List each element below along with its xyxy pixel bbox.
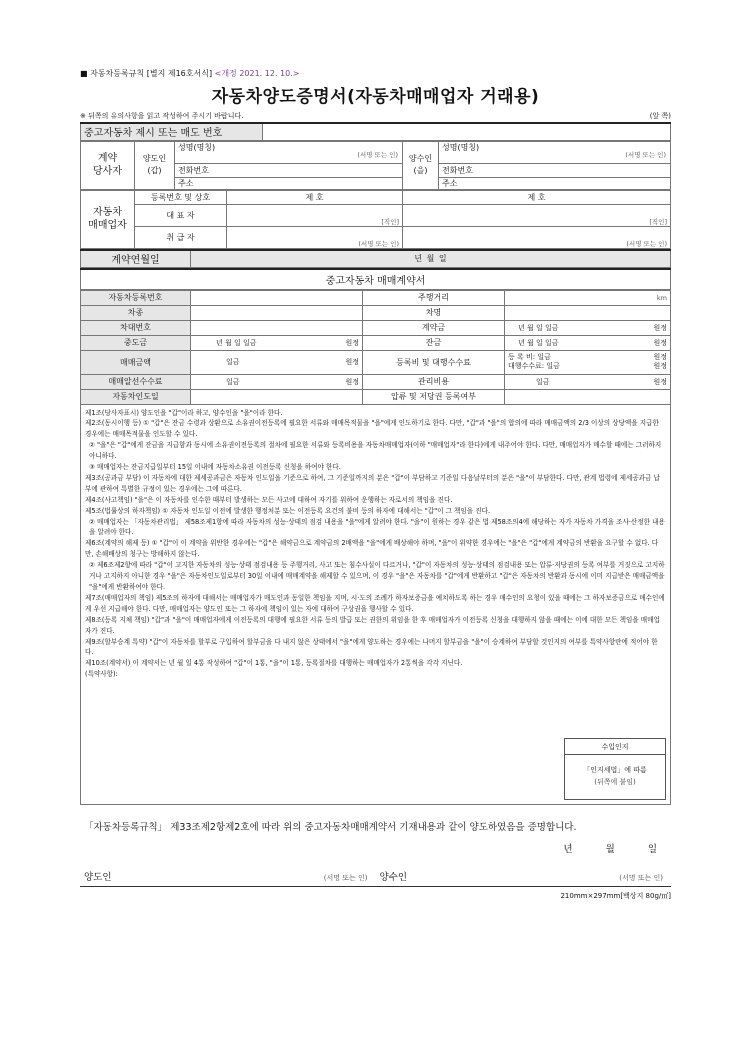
vin-field[interactable] (191, 320, 363, 335)
broker-won: 원정 (345, 377, 359, 386)
seller-address-field[interactable] (175, 177, 403, 189)
contract-table (80, 290, 671, 405)
middle-won: 원정 (345, 338, 359, 347)
term-10: 제10조(계약서) 이 계약서는 년 월 일 4통 작성하여 "갑"이 1통, "을"이 1통, 등록절차를 대행하는 매매업자가 2통씩을 각각 지닌다. (85, 659, 463, 668)
dealer-handler-label: 취 급 자 (135, 226, 227, 248)
term-9: 제9조(할부승계 특약) "갑"이 자동차를 할부로 구입하여 할부금을 다 내지 않은 상태에서 "을"에게 양도하는 경우에는 나머지 할부금을 "을"이 승계하여 부담할 것인지의 여부를 특약사항란에 적어야 한다. (85, 637, 658, 657)
term-4: 제4조(사고책임) "을"은 이 자동차를 인수한 때부터 발생하는 모든 사고에 대하여 자기를 위하여 운행하는 자로서의 책임을 진다. (85, 495, 453, 504)
contract-terms (80, 405, 671, 805)
seizure-field[interactable] (505, 389, 671, 404)
certification-text: 「자동차등록규칙」 제33조제2항제2호에 따라 위의 중고자동차매매계약서 기재내용과 같이 양도하였음을 증명합니다. (84, 821, 577, 833)
dealer-rep-label: 대 표 자 (135, 204, 227, 226)
contract-title-table (80, 268, 671, 290)
price-field[interactable] (191, 350, 363, 374)
stamp-line1: 「인지세법」에 따름 (583, 765, 647, 774)
notice-text: ※ 뒤쪽의 유의사항을 읽고 작성하여 주시기 바랍니다. (80, 112, 244, 120)
dealer-label: 자동차 매매업자 (81, 190, 135, 248)
term-6-2: ② 제6조제2항에 따라 "갑"이 고지한 자동차의 성능·상태 점검내용 등 주행거리, 사고 또는 침수사실이 다르거나, "갑"이 자동차의 성능·상태의 점검내용 또는 압류·저당권의 등록 여부를 거짓으로 고지하거나 고지하지 아니한 경우 "을"은 자동차인도일로부터 30일 이내에 매매계약을 해제할 수 있으며, 이 경우 "을"은 자동차를 "갑"에게 반환하고 "갑"은 자동차의 반환과 동시에 이미 지급받은 매매금액을 "을"에게 반환하여야 한다. (89, 561, 665, 591)
regulation-ref: ■ 자동차등록규칙 [별지 제16호서식] <개정 2021. 12. 10.> (80, 68, 300, 78)
mgmt-fee-label: 관리비용 (363, 374, 505, 389)
buyer-label: 양수인 (을) (403, 141, 439, 189)
dealer-handler-field-1[interactable]: (서명 또는 인) (227, 226, 403, 248)
buyer-address-label: 주소 (442, 178, 458, 188)
buyer-sign-label: 양수인 (379, 871, 408, 883)
reg-no-field[interactable] (191, 290, 363, 305)
deposit-date: 년 월 일 일금 (518, 323, 559, 332)
fee-reg-text: 등 록 비: 일금 (508, 353, 551, 361)
form-header (80, 66, 671, 80)
seller-name-label: 성명(명칭) (178, 142, 216, 152)
stamp-title: 수입인지 (565, 739, 665, 755)
contract-title: 중고자동차 매매계약서 (81, 269, 671, 289)
dealer-table (80, 190, 671, 249)
parties-table (80, 141, 671, 190)
balance-won: 원정 (653, 338, 667, 347)
page-side: (앞 쪽) (649, 112, 671, 120)
vin-label: 차대번호 (81, 320, 191, 335)
term-5: 제5조(법률상의 하자책임) ① 자동차 인도일 이전에 발생한 행정처분 또는 이전등록 요건의 불비 등의 하자에 대해서는 "갑"이 그 책임을 진다. (85, 506, 491, 515)
delivery-field[interactable] (191, 389, 363, 404)
dealer-rep-field-2[interactable]: [직인] (403, 204, 671, 226)
term-1: 제1조(당사자표시) 양도인을 "갑"이라 하고, 양수인을 "을"이라 한다. (85, 408, 283, 417)
seller-signature[interactable] (80, 869, 376, 883)
seller-name-field[interactable] (175, 141, 403, 163)
seller-label: 양도인 (갑) (135, 141, 175, 189)
term-3: 제3조(공과금 부담) 이 자동차에 대한 제세공과금은 자동차 인도일을 기준으로 하여, 그 기준일까지의 분은 "갑"이 부담하고 기준일 다음날부터의 분은 "을"이 부담한다. 다만, 관계 법령에 제세공과금 납부에 관하여 특별한 규정이 있는 경우에는 그에 따른다. (85, 473, 660, 493)
form-title: 자동차양도증명서(자동차매매업자 거래용) (211, 87, 540, 107)
seller-sign-label: 양도인 (84, 871, 112, 883)
term-6: 제6조(계약의 해제 등) ① "갑"이 이 계약을 위반한 경우에는 "갑"은 해약금으로 계약금의 2배액을 "을"에게 배상해야 하며, "을"이 위약한 경우에는 "을"은 "갑"에게 계약금의 반환을 요구할 수 없다. 다만, 손해배상의 청구는 방해하지 않는다. (85, 539, 659, 559)
delivery-label: 자동차인도일 (81, 389, 191, 404)
car-name-field[interactable] (505, 305, 671, 320)
buyer-address-field[interactable] (439, 177, 671, 189)
price-ilgeum: 일금 (226, 358, 240, 366)
balance-date: 년 월 일 일금 (518, 338, 559, 347)
balance-field[interactable] (505, 335, 671, 350)
term-2: 제2조(동시이행 등) ① "갑"은 잔금 수령과 상환으로 소유권이전등록에 필요한 서류와 매매목적물을 "을"에게 인도하기로 한다. 다만, "갑"과 "을"의 합의에 따라 매매금액의 2/3 이상의 상당액을 지급한 경우에는 매매목적물을 인도할 수 있다. (85, 419, 659, 439)
fee-reg-won: 원정 (653, 353, 667, 361)
dealer-reg-label: 등록번호 및 상호 (135, 190, 227, 204)
car-type-label: 차종 (81, 305, 191, 320)
middle-date: 년 월 일 일금 (216, 338, 257, 347)
term-7: 제7조(매매업자의 책임) 제5조의 하자에 대해서는 매매업자가 매도인과 동일한 책임을 지며, 시·도의 조례가 하자보증금을 예치하도록 하는 경우 매수인의 요청이 있을 때에는 그 하자보증금으로 매수인에게 우선 지급해야 한다. 다만, 매매업자는 양도인 또는 그 하자에 책임이 있는 자에 대하여 구상권을 행사할 수 있다. (85, 593, 665, 613)
fee-agent-won: 원정 (653, 362, 667, 370)
broker-ilgeum: 일금 (226, 377, 240, 386)
notice-line (80, 110, 671, 122)
reg-no-label: 자동차등록번호 (81, 290, 191, 305)
balance-label: 잔금 (363, 335, 505, 350)
term-5-2: ② 매매업자는 「자동차관리법」 제58조제1항에 따라 자동차의 성능·상태의 점검 내용을 "을"에게 알려야 한다. "을"이 원하는 경우 같은 법 제58조의4에 해당하는 자가 자동차 가격을 조사·산정한 내용을 알려야 한다. (89, 517, 665, 537)
mileage-field[interactable]: km (505, 290, 671, 305)
dealer-reg-field-1[interactable]: 제 호 (227, 190, 403, 204)
mgmt-ilgeum: 일금 (536, 377, 550, 386)
fee-agent-text: 대행수수료: 일금 (508, 362, 560, 370)
broker-fee-field[interactable] (191, 374, 363, 389)
deposit-label: 계약금 (363, 320, 505, 335)
stamp-line2: (뒤쪽에 붙임) (594, 778, 636, 787)
deposit-won: 원정 (653, 323, 667, 332)
special-terms-label: (특약사항): (85, 670, 118, 679)
mgmt-fee-field[interactable] (505, 374, 671, 389)
term-2-2: ② "을"은 "갑"에게 잔금을 지급함과 동시에 소유권이전등록의 절차에 필요한 서류와 등록비용을 자동차매매업자(이하 "매매업자"라 한다)에게 내주어야 한다. 다만, 매매업자가 매수할 때에는 그러하지 아니하다. (89, 441, 662, 461)
car-name-label: 차명 (363, 305, 505, 320)
seller-phone-field[interactable] (175, 163, 403, 177)
dealer-rep-field-1[interactable]: [직인] (227, 204, 403, 226)
term-8: 제8조(등록 지체 책임) "갑"과 "을"이 매매업자에게 이전등록의 대행에 필요한 서류 등의 발급 또는 권한의 위임을 한 후 매매업자가 이전등록 신청을 대행하지 않을 때에는 이에 대한 모든 책임을 매매업자가 진다. (85, 615, 660, 635)
seller-address-label: 주소 (178, 178, 194, 188)
revision-date: <개정 2021. 12. 10.> (214, 68, 300, 78)
term-2-3: ③ 매매업자는 잔금지급일부터 15일 이내에 자동차소유권 이전등록 신청을 하여야 한다. (89, 463, 341, 472)
broker-fee-label: 매매알선수수료 (81, 374, 191, 389)
middle-label: 중도금 (81, 335, 191, 350)
price-label: 매매금액 (81, 350, 191, 374)
seller-sign-hint-bottom: (서명 또는 인) (323, 873, 368, 882)
paper-spec: 210mm×297mm[백상지 80g/㎡] (560, 891, 671, 900)
contract-date-label: 계약연월일 (81, 250, 191, 268)
mileage-label: 주행거리 (363, 290, 505, 305)
buyer-phone-label: 전화번호 (442, 165, 473, 175)
reg-fee-field[interactable] (505, 350, 671, 374)
form-page (80, 66, 671, 901)
certification-date[interactable]: 년 월 일 (563, 843, 657, 855)
dealer-handler-field-2[interactable]: (서명 또는 인) (403, 226, 671, 248)
parties-label: 계약 당사자 (81, 141, 135, 189)
revenue-stamp-box (564, 738, 666, 800)
buyer-sign-hint: (서명 또는 인) (625, 150, 666, 159)
dealer-reg-field-2[interactable]: 제 호 (403, 190, 671, 204)
seller-phone-label: 전화번호 (178, 165, 209, 175)
vehicle-number-table (80, 122, 671, 141)
signature-row (80, 867, 671, 887)
vehicle-number-field[interactable] (263, 123, 671, 140)
seller-sign-hint: (서명 또는 인) (357, 150, 398, 159)
vehicle-number-label: 중고자동차 제시 또는 매도 번호 (81, 123, 263, 140)
buyer-name-field[interactable] (439, 141, 671, 163)
contract-date-field[interactable]: 년 월 일 (191, 250, 671, 268)
deposit-field[interactable] (505, 320, 671, 335)
buyer-phone-field[interactable] (439, 163, 671, 177)
seizure-label: 압류 및 저당권 등록여부 (363, 389, 505, 404)
buyer-sign-hint-bottom: (서명 또는 인) (619, 873, 663, 882)
car-type-field[interactable] (191, 305, 363, 320)
reg-fee-label: 등록비 및 대행수수료 (363, 350, 505, 374)
mgmt-won: 원정 (653, 377, 667, 386)
price-won: 원정 (345, 358, 359, 366)
middle-field[interactable] (191, 335, 363, 350)
buyer-name-label: 성명(명칭) (442, 142, 480, 152)
contract-date-table (80, 249, 671, 269)
buyer-signature[interactable] (376, 869, 672, 883)
